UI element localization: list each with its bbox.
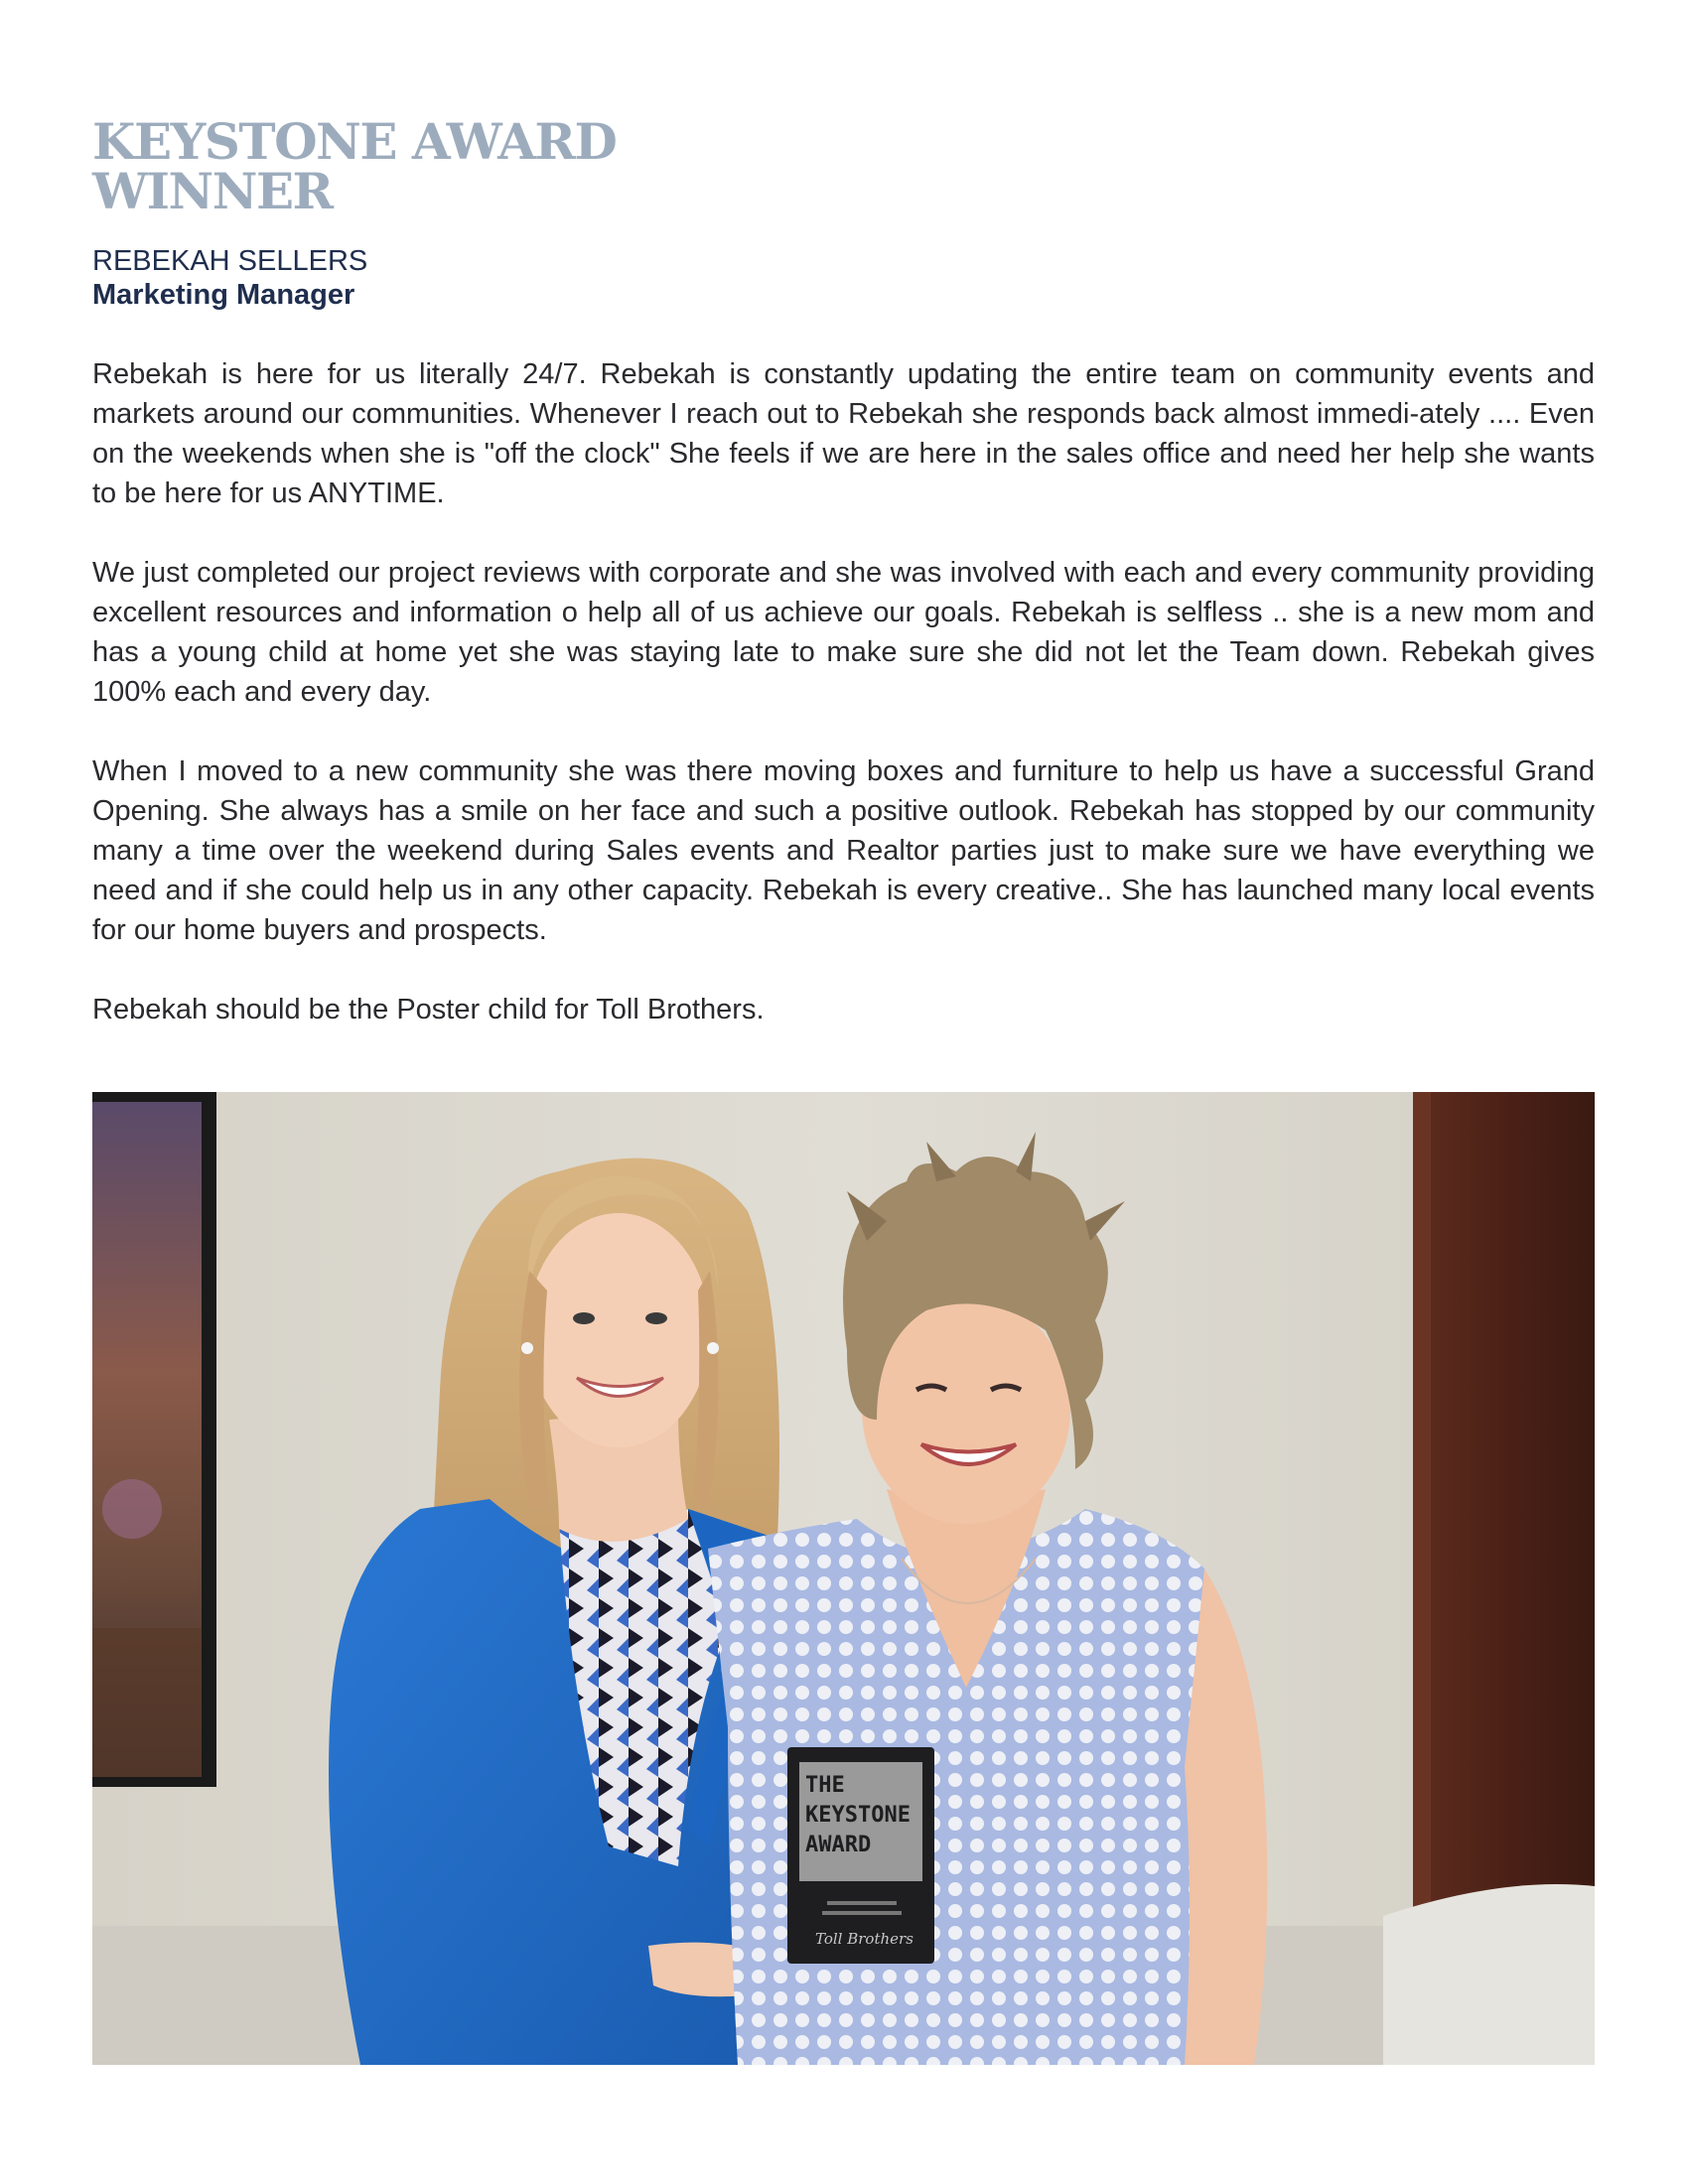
nomination-text [92, 354, 1595, 1069]
plaque-line-2: KEYSTONE [805, 1803, 911, 1828]
wall-painting [92, 1092, 216, 1787]
paragraph-2: We just completed our project reviews with corporate and she was involved with each and every community providing excellent resources and information o help all of us achieve our goals. Rebekah is selfless .. she is a new mom and has a young child at home yet she was staying late to make sure she did not let the Team down. Rebekah gives 100% each and every day. [92, 557, 1595, 708]
award-photo [92, 1092, 1595, 2065]
winner-name: REBEKAH SELLERS [92, 245, 368, 277]
paragraph-3: When I moved to a new community she was there moving boxes and furniture to help us have a successful Grand Opening. She always has a smile on her face and such a positive outlook. Rebekah has stopped by our community many a time over the weekend during Sales events and Realtor parties just to make sure we have everything we need and if she could help us in any other capacity. Rebekah is every creative.. She has launched many local events for our home buyers and prospects. [92, 755, 1595, 946]
award-plaque [787, 1747, 934, 1964]
winner-info [92, 244, 367, 312]
plaque-line-3: AWARD [805, 1833, 872, 1857]
winner-title: Marketing Manager [92, 279, 355, 311]
wooden-door [1413, 1092, 1595, 1946]
heading-line-1: KEYSTONE AWARD [92, 112, 617, 171]
plaque-line-1: THE [805, 1773, 845, 1798]
heading-line-2: WINNER [92, 162, 333, 220]
paragraph-4: Rebekah should be the Poster child for Toll Brothers. [92, 994, 765, 1025]
award-heading [92, 112, 986, 220]
paragraph-1: Rebekah is here for us literally 24/7. Rebekah is constantly updating the entire team on community events and markets around our communities. Whenever I reach out to Rebekah she responds back almost immedi-ately .... Even on the weekends when she is "off the clock" She feels if we are here in the sales office and need her help she wants to be here for us ANYTIME. [92, 358, 1595, 509]
plaque-brand: Toll Brothers [815, 1930, 914, 1948]
